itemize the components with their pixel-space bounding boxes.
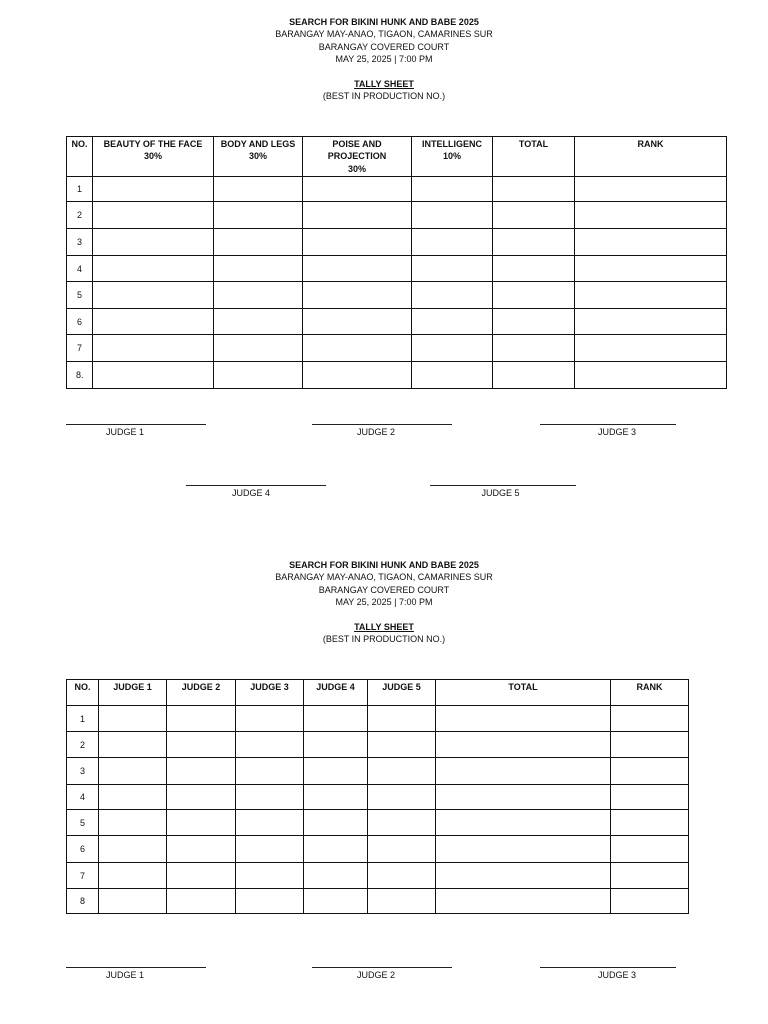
row-number: 8. [67, 362, 93, 389]
score-cell[interactable] [493, 282, 575, 309]
score-cell[interactable] [304, 863, 368, 889]
score-cell[interactable] [493, 202, 575, 229]
score-cell[interactable] [99, 889, 167, 914]
score-cell[interactable] [236, 758, 304, 785]
score-cell[interactable] [304, 706, 368, 732]
event-datetime: MAY 25, 2025 | 7:00 PM [335, 597, 433, 608]
judges-tally-table [66, 679, 689, 914]
row-number: 7 [67, 863, 99, 889]
row-number: 5 [67, 810, 99, 836]
score-cell[interactable] [303, 202, 412, 229]
score-cell[interactable] [412, 202, 493, 229]
event-location: BARANGAY MAY-ANAO, TIGAON, CAMARINES SUR [275, 29, 493, 40]
score-cell[interactable] [236, 785, 304, 810]
tally-sheet-title: TALLY SHEET [354, 621, 414, 632]
row-number: 1 [67, 706, 99, 732]
score-cell[interactable] [412, 256, 493, 282]
score-cell[interactable] [303, 282, 412, 309]
row-number: 4 [67, 785, 99, 810]
score-cell[interactable] [167, 785, 236, 810]
score-cell[interactable] [99, 732, 167, 758]
score-cell[interactable] [236, 863, 304, 889]
signature-line [66, 967, 206, 968]
score-cell[interactable] [214, 282, 303, 309]
judge-label: JUDGE 3 [597, 427, 636, 437]
score-cell[interactable] [303, 177, 412, 202]
score-cell[interactable] [611, 758, 689, 785]
signature-line [540, 424, 676, 425]
score-cell[interactable] [436, 889, 611, 914]
score-cell[interactable] [214, 309, 303, 335]
score-cell[interactable] [493, 362, 575, 389]
score-cell[interactable] [575, 229, 727, 256]
score-cell[interactable] [412, 177, 493, 202]
event-title: SEARCH FOR BIKINI HUNK AND BABE 2025 [289, 560, 479, 570]
criteria-tally-table [66, 136, 727, 389]
row-number: 5 [67, 282, 93, 309]
score-cell[interactable] [611, 785, 689, 810]
signature-line [312, 424, 452, 425]
score-cell[interactable] [304, 836, 368, 863]
judge-5-signature [430, 485, 576, 498]
score-cell[interactable] [368, 785, 436, 810]
table-row [67, 309, 727, 335]
row-number: 6 [67, 836, 99, 863]
col-judge-1: JUDGE 1 [99, 680, 167, 706]
judge-2-signature [312, 967, 452, 980]
score-cell[interactable] [368, 706, 436, 732]
row-number: 4 [67, 256, 93, 282]
table-row [67, 362, 727, 389]
table-header-row [67, 137, 727, 177]
score-cell[interactable] [99, 785, 167, 810]
score-cell[interactable] [368, 732, 436, 758]
judge-label: JUDGE 4 [231, 488, 270, 498]
col-rank: RANK [611, 680, 689, 706]
signature-line [186, 485, 326, 486]
row-number: 2 [67, 732, 99, 758]
score-cell[interactable] [167, 836, 236, 863]
row-number: 3 [67, 229, 93, 256]
col-judge-4: JUDGE 4 [304, 680, 368, 706]
event-venue: BARANGAY COVERED COURT [318, 41, 450, 52]
score-cell[interactable] [611, 732, 689, 758]
row-number: 7 [67, 335, 93, 362]
score-cell[interactable] [412, 309, 493, 335]
event-venue: BARANGAY COVERED COURT [318, 584, 450, 595]
score-cell[interactable] [493, 309, 575, 335]
judge-label: JUDGE 1 [105, 970, 144, 980]
score-cell[interactable] [611, 889, 689, 914]
tally-sheet-subtitle: (BEST IN PRODUCTION NO.) [322, 634, 446, 645]
score-cell[interactable] [493, 335, 575, 362]
judge-4-signature [186, 485, 326, 498]
score-cell[interactable] [412, 282, 493, 309]
score-cell[interactable] [93, 362, 214, 389]
score-cell[interactable] [99, 758, 167, 785]
score-cell[interactable] [303, 229, 412, 256]
score-cell[interactable] [303, 362, 412, 389]
col-poise-and-projection: POISE AND PROJECTION 30% [303, 137, 412, 177]
judge-2-signature [312, 424, 452, 437]
row-number: 1 [67, 177, 93, 202]
score-cell[interactable] [412, 229, 493, 256]
score-cell[interactable] [493, 256, 575, 282]
score-cell[interactable] [236, 706, 304, 732]
score-cell[interactable] [436, 706, 611, 732]
score-cell[interactable] [93, 256, 214, 282]
row-number: 2 [67, 202, 93, 229]
score-cell[interactable] [611, 706, 689, 732]
score-cell[interactable] [493, 177, 575, 202]
table-row [67, 732, 689, 758]
col-judge-2: JUDGE 2 [167, 680, 236, 706]
judge-label: JUDGE 2 [356, 427, 395, 437]
col-judge-3: JUDGE 3 [236, 680, 304, 706]
score-cell[interactable] [236, 732, 304, 758]
table-row [67, 758, 689, 785]
score-cell[interactable] [436, 863, 611, 889]
score-cell[interactable] [436, 785, 611, 810]
score-cell[interactable] [611, 810, 689, 836]
table-row [67, 836, 689, 863]
score-cell[interactable] [368, 758, 436, 785]
score-cell[interactable] [214, 229, 303, 256]
table-row [67, 202, 727, 229]
table-row [67, 785, 689, 810]
score-cell[interactable] [93, 229, 214, 256]
score-cell[interactable] [368, 889, 436, 914]
table-row [67, 810, 689, 836]
score-cell[interactable] [167, 889, 236, 914]
score-cell[interactable] [236, 836, 304, 863]
score-cell[interactable] [99, 836, 167, 863]
sheet2-header [0, 559, 768, 645]
score-cell[interactable] [575, 256, 727, 282]
score-cell[interactable] [214, 177, 303, 202]
score-cell[interactable] [304, 889, 368, 914]
judge-1-signature [66, 967, 206, 980]
score-cell[interactable] [303, 256, 412, 282]
score-cell[interactable] [304, 758, 368, 785]
score-cell[interactable] [436, 732, 611, 758]
judge-1-signature [66, 424, 206, 437]
tally-sheet-subtitle: (BEST IN PRODUCTION NO.) [322, 91, 446, 102]
score-cell[interactable] [575, 335, 727, 362]
table-row [67, 177, 727, 202]
score-cell[interactable] [99, 706, 167, 732]
score-cell[interactable] [611, 836, 689, 863]
judge-label: JUDGE 2 [356, 970, 395, 980]
signature-line [66, 424, 206, 425]
score-cell[interactable] [303, 335, 412, 362]
judge-label: JUDGE 1 [105, 427, 144, 437]
score-cell[interactable] [214, 335, 303, 362]
score-cell[interactable] [304, 785, 368, 810]
score-cell[interactable] [436, 836, 611, 863]
score-cell[interactable] [93, 202, 214, 229]
score-cell[interactable] [93, 282, 214, 309]
score-cell[interactable] [214, 256, 303, 282]
row-number: 6 [67, 309, 93, 335]
row-number: 8 [67, 889, 99, 914]
score-cell[interactable] [214, 362, 303, 389]
event-location: BARANGAY MAY-ANAO, TIGAON, CAMARINES SUR [275, 572, 493, 583]
score-cell[interactable] [575, 362, 727, 389]
col-total: TOTAL [436, 680, 611, 706]
signature-line [312, 967, 452, 968]
score-cell[interactable] [368, 810, 436, 836]
col-rank: RANK [575, 137, 727, 177]
score-cell[interactable] [436, 810, 611, 836]
col-body-and-legs: BODY AND LEGS 30% [214, 137, 303, 177]
row-number: 3 [67, 758, 99, 785]
score-cell[interactable] [575, 309, 727, 335]
score-cell[interactable] [93, 335, 214, 362]
score-cell[interactable] [436, 758, 611, 785]
col-total: TOTAL [493, 137, 575, 177]
col-beauty-of-the-face: BEAUTY OF THE FACE 30% [93, 137, 214, 177]
score-cell[interactable] [93, 309, 214, 335]
score-cell[interactable] [575, 177, 727, 202]
col-intelligence: INTELLIGENC 10% [412, 137, 493, 177]
score-cell[interactable] [304, 810, 368, 836]
table-row [67, 706, 689, 732]
table-row [67, 256, 727, 282]
table-row [67, 229, 727, 256]
score-cell[interactable] [99, 863, 167, 889]
col-judge-5: JUDGE 5 [368, 680, 436, 706]
score-cell[interactable] [236, 810, 304, 836]
score-cell[interactable] [93, 177, 214, 202]
score-cell[interactable] [412, 335, 493, 362]
judge-label: JUDGE 3 [597, 970, 636, 980]
score-cell[interactable] [412, 362, 493, 389]
score-cell[interactable] [575, 282, 727, 309]
score-cell[interactable] [368, 836, 436, 863]
score-cell[interactable] [236, 889, 304, 914]
score-cell[interactable] [304, 732, 368, 758]
score-cell[interactable] [214, 202, 303, 229]
table-row [67, 863, 689, 889]
sheet1-header [0, 16, 768, 102]
score-cell[interactable] [167, 810, 236, 836]
score-cell[interactable] [493, 229, 575, 256]
score-cell[interactable] [167, 732, 236, 758]
event-title: SEARCH FOR BIKINI HUNK AND BABE 2025 [289, 17, 479, 27]
score-cell[interactable] [575, 202, 727, 229]
judge-3-signature [540, 424, 676, 437]
score-cell[interactable] [167, 706, 236, 732]
event-datetime: MAY 25, 2025 | 7:00 PM [335, 54, 433, 65]
tally-sheet-title: TALLY SHEET [354, 78, 414, 89]
score-cell[interactable] [303, 309, 412, 335]
table-row [67, 335, 727, 362]
table-row [67, 282, 727, 309]
score-cell[interactable] [611, 863, 689, 889]
score-cell[interactable] [368, 863, 436, 889]
table-header-row [67, 680, 689, 706]
judge-3-signature [540, 967, 676, 980]
judge-label: JUDGE 5 [481, 488, 520, 498]
col-no: NO. [67, 680, 99, 706]
signature-line [540, 967, 676, 968]
score-cell[interactable] [99, 810, 167, 836]
signature-line [430, 485, 576, 486]
score-cell[interactable] [167, 758, 236, 785]
table-row [67, 889, 689, 914]
col-no: NO. [67, 137, 93, 177]
score-cell[interactable] [167, 863, 236, 889]
